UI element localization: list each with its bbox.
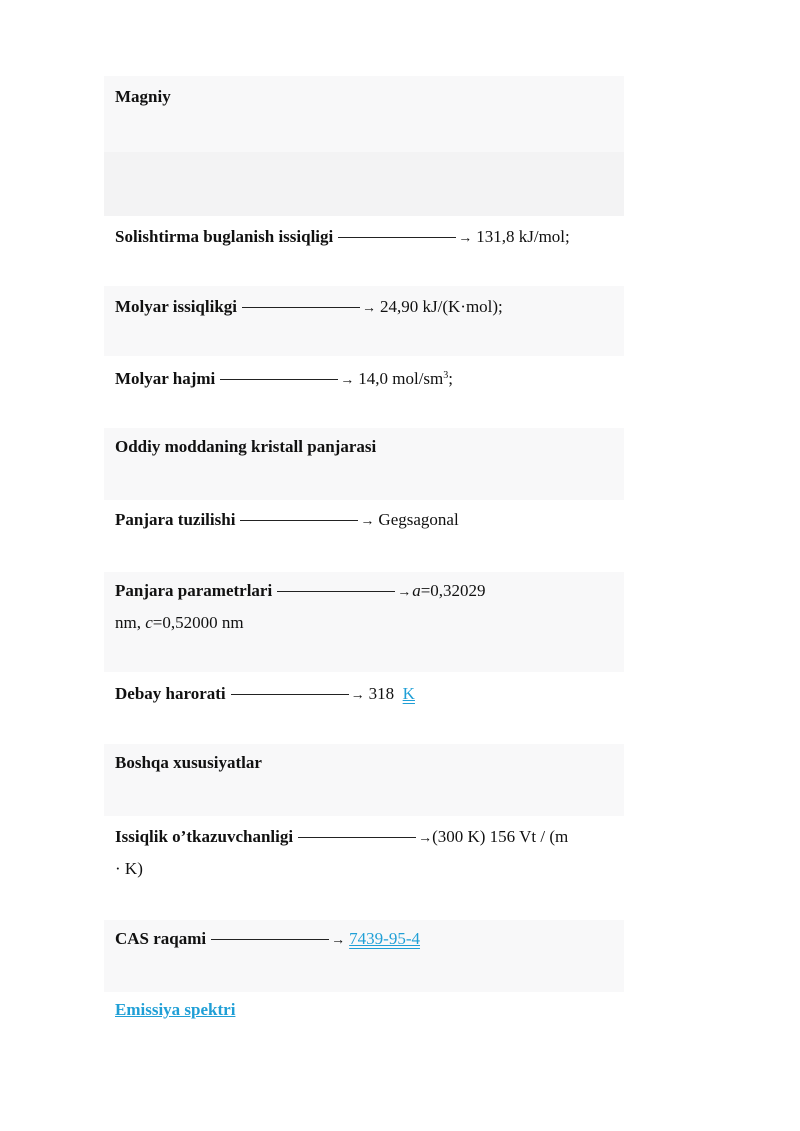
- label-thermal-conductivity: Issiqlik o’tkazuvchanligi: [115, 827, 294, 846]
- heading-band-lower: [104, 152, 624, 216]
- row-lattice-params: [115, 581, 486, 603]
- value-suffix: ;: [448, 369, 454, 388]
- row-debye: [115, 684, 415, 706]
- row-molar-heat: [115, 297, 503, 319]
- arrow-icon: →: [350, 688, 365, 703]
- leader-line: [277, 591, 395, 592]
- row-lattice-params-cont: [115, 613, 244, 633]
- row-evaporation: [115, 227, 570, 249]
- section-lattice: [115, 437, 376, 457]
- a-value: =0,32029: [420, 581, 486, 600]
- element-name: Magniy: [115, 87, 171, 106]
- leader-line: [242, 307, 360, 308]
- value-evaporation: 131,8 kJ/mol;: [476, 227, 570, 246]
- nm-prefix: nm,: [115, 613, 146, 632]
- row-cas: [115, 929, 420, 951]
- leader-line: [298, 837, 416, 838]
- row-thermal-conductivity: [115, 827, 568, 849]
- c-symbol: c: [145, 613, 153, 632]
- row-thermal-conductivity-cont: [115, 859, 143, 879]
- element-heading: [115, 87, 171, 107]
- label-lattice-structure: Panjara tuzilishi: [115, 510, 236, 529]
- value-molar-heat: 24,90 kJ/(K·mol);: [380, 297, 503, 316]
- a-symbol: a: [412, 581, 421, 600]
- kelvin-link[interactable]: K: [402, 684, 415, 703]
- arrow-icon: →: [360, 514, 375, 529]
- row-molar-volume: [115, 369, 453, 391]
- arrow-icon: →: [362, 301, 377, 316]
- section-other-title: Boshqa xususiyatlar: [115, 753, 262, 772]
- label-molar-heat: Molyar issiqlikgi: [115, 297, 238, 316]
- label-debye: Debay harorati: [115, 684, 226, 703]
- arrow-icon: →: [397, 585, 412, 600]
- label-lattice-params: Panjara parametrlari: [115, 581, 273, 600]
- section-lattice-title: Oddiy moddaning kristall panjarasi: [115, 437, 377, 456]
- arrow-icon: →: [331, 933, 346, 948]
- superscript: 3: [443, 370, 449, 381]
- emission-spectrum-link[interactable]: Emissiya spektri: [115, 1000, 236, 1019]
- c-value: =0,52000 nm: [152, 613, 244, 632]
- leader-line: [231, 694, 349, 695]
- value-molar-volume: 14,0 mol/sm: [358, 369, 444, 388]
- value-lattice-structure: Gegsagonal: [378, 510, 459, 529]
- leader-line: [211, 939, 329, 940]
- leader-line: [220, 379, 338, 380]
- arrow-icon: →: [340, 373, 355, 388]
- row-lattice-structure: [115, 510, 459, 532]
- label-evaporation: Solishtirma buglanish issiqligi: [115, 227, 334, 246]
- value-thermal-conductivity-cont: · K): [115, 859, 143, 878]
- leader-line: [240, 520, 358, 521]
- label-molar-volume: Molyar hajmi: [115, 369, 216, 388]
- leader-line: [338, 237, 456, 238]
- value-thermal-conductivity: (300 K) 156 Vt / (m: [432, 827, 569, 846]
- arrow-icon: →: [458, 231, 473, 246]
- section-other: [115, 753, 262, 773]
- label-cas: CAS raqami: [115, 929, 207, 948]
- cas-link[interactable]: 7439-95-4: [349, 929, 420, 948]
- value-debye: 318: [368, 684, 395, 703]
- row-emission: [115, 1000, 235, 1020]
- heading-band: [104, 76, 624, 152]
- arrow-icon: →: [418, 831, 433, 846]
